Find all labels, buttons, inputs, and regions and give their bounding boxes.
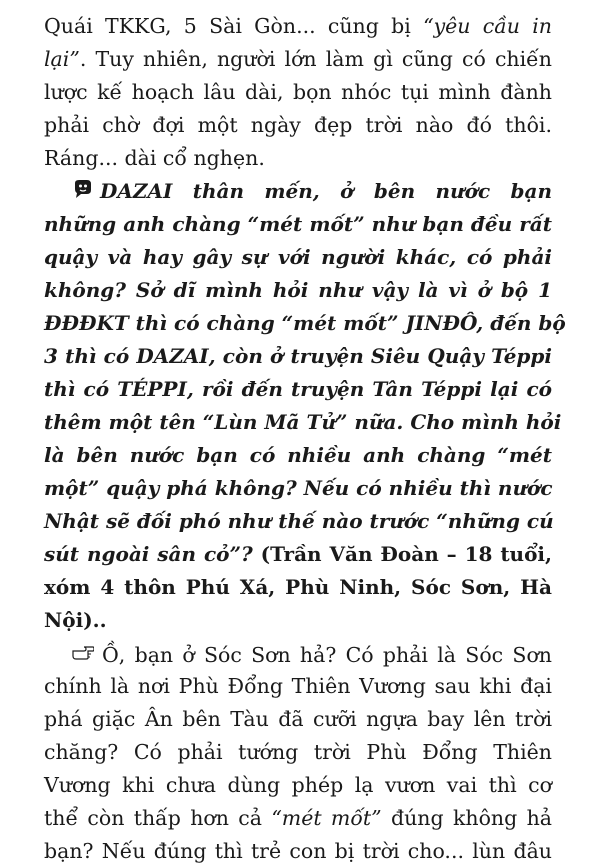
text-line: thì có TÉPPI, rồi đến truyện Tân Téppi lại có <box>44 377 552 401</box>
text-line: ĐĐĐKT thì có chàng “mét mốt” JINĐÔ, đến bộ <box>44 311 566 335</box>
text-line: lược kế hoạch lâu dài, bọn nhóc tụi mình đành <box>44 80 552 104</box>
text-line: những anh chàng “mét mốt” như bạn đều rất <box>44 212 552 236</box>
text-line: chăng? Có phải tướng trời Phù Đổng Thiên <box>44 740 552 764</box>
text-line: Vương khi chưa dùng phép lạ vươn vai thì cơ <box>44 773 552 797</box>
text-line: 3 thì có DAZAI, còn ở truyện Siêu Quậy Téppi <box>44 344 552 368</box>
text-line: Ráng... dài cổ nghẹn. <box>44 146 265 170</box>
text-line: quậy và hay gây sự với người khác, có phải <box>44 245 552 269</box>
paragraph-intro <box>44 10 552 175</box>
text-line: một” quậy phá không? Nếu có nhiều thì nước <box>44 476 553 500</box>
speech-face-icon <box>72 178 94 200</box>
text-line: DAZAI thân mến, ở bên nước bạn <box>44 175 552 208</box>
text-line: Nhật sẽ đối phó như thế nào trước “những cú <box>44 509 554 533</box>
pointing-hand-icon <box>72 637 94 651</box>
text-line: thể còn thấp hơn cả “mét mốt” đúng không hả <box>44 806 552 830</box>
text-line: phá giặc Ân bên Tàu đã cưỡi ngựa bay lên trời <box>44 707 552 731</box>
text-line: chính là nơi Phù Đổng Thiên Vương sau khi đại <box>44 674 552 698</box>
document-page <box>44 10 566 868</box>
text-line: bạn? Nếu đúng thì trẻ con bị trời cho... lùn đâu <box>44 839 552 863</box>
text-line: sút ngoài sân cỏ”? (Trần Văn Đoàn – 18 tuổi, <box>44 542 552 566</box>
text-line: Quái TKKG, 5 Sài Gòn... cũng bị “yêu cầu in <box>44 14 553 38</box>
text-line: là bên nước bạn có nhiều anh chàng “mét <box>44 443 552 467</box>
answer <box>44 637 552 868</box>
reader-question <box>44 175 566 637</box>
text-line: lại”. Tuy nhiên, người lớn làm gì cũng có chiến <box>44 47 552 71</box>
text-line: Ồ, bạn ở Sóc Sơn hả? Có phải là Sóc Sơn <box>44 637 552 670</box>
text-line: không? Sở dĩ mình hỏi như vậy là vì ở bộ 1 <box>44 278 552 302</box>
text-line: xóm 4 thôn Phú Xá, Phù Ninh, Sóc Sơn, Hà <box>44 575 552 599</box>
text-line: phải chờ đợi một ngày đẹp trời nào đó thôi. <box>44 113 552 137</box>
text-line: Nội).. <box>44 608 107 632</box>
text-line: thêm một tên “Lùn Mã Tử” nữa. Cho mình hỏi <box>44 410 562 434</box>
